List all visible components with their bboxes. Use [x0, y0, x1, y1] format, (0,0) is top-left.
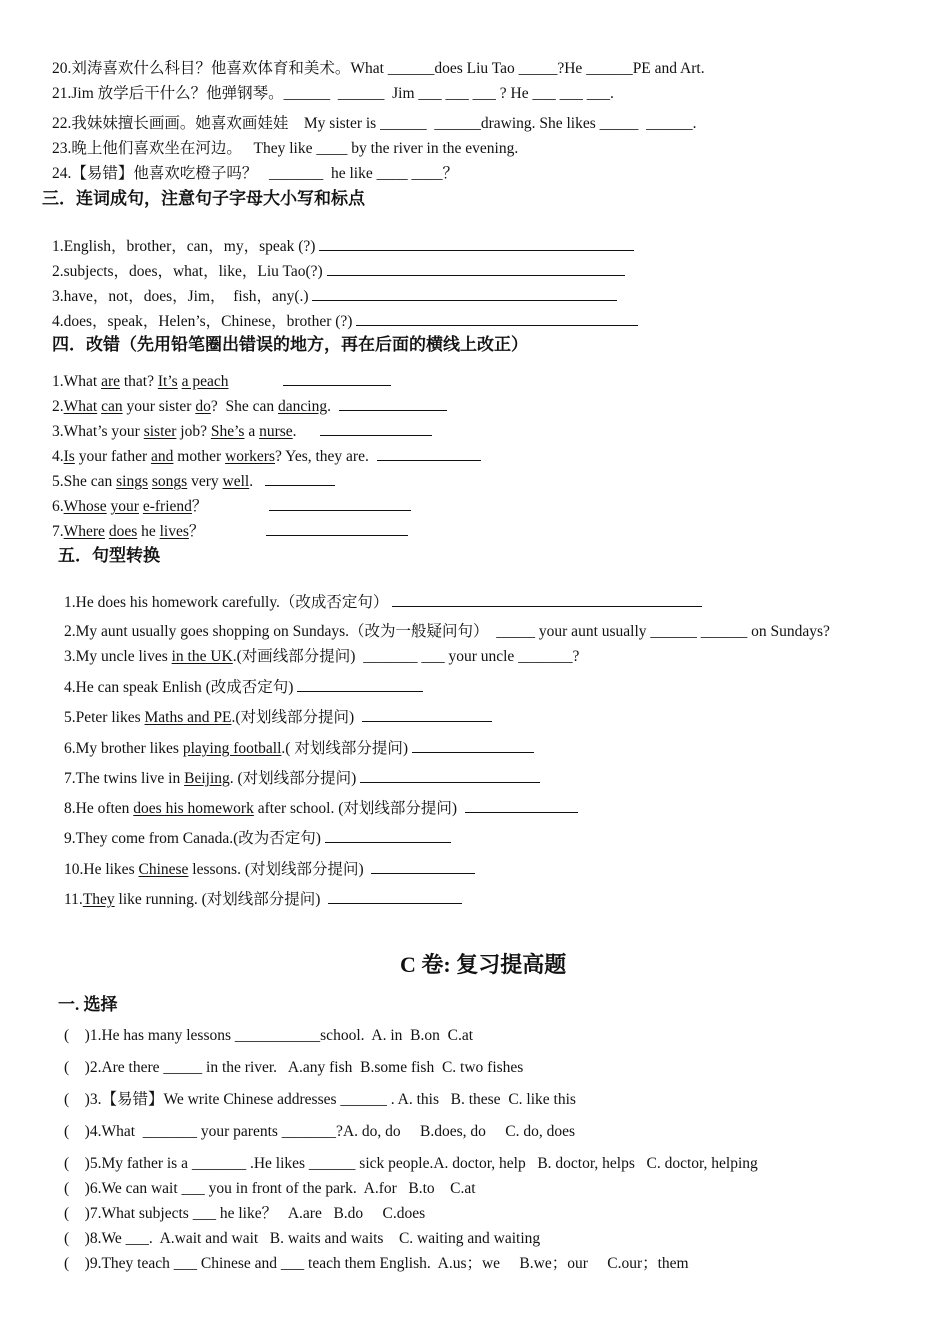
answer-blank[interactable]: [465, 798, 578, 813]
text-segment: ( )7.What subjects ___ he like？ A.are B.do C.does: [64, 1205, 426, 1222]
part-c-title: C 卷: 复习提高题: [400, 952, 567, 977]
answer-blank[interactable]: [265, 471, 335, 486]
underlined-word: What: [63, 398, 98, 415]
underlined-word: songs: [151, 473, 188, 490]
underlined-word: playing football: [182, 740, 282, 757]
underlined-word: can: [101, 398, 123, 415]
underlined-word: Maths and PE: [144, 709, 232, 726]
section-3-item: 4.does，speak，Helen’s，Chinese，brother (?): [52, 311, 638, 332]
text-segment: 10.He likes: [64, 861, 139, 878]
choice-item: [64, 1229, 540, 1249]
transform-item: [64, 859, 475, 880]
section-3-heading: 三．连词成句，注意句子字母大小写和标点: [42, 189, 365, 208]
transform-item: [64, 738, 534, 759]
text-segment: 5.She can: [52, 473, 117, 490]
answer-blank[interactable]: [392, 592, 702, 607]
text-segment: 1.He does his homework carefully.（改成否定句）: [64, 594, 389, 611]
text-segment: very: [187, 473, 223, 490]
text-segment: ( )2.Are there _____ in the river. A.any fish B.some fish C. two fishes: [64, 1059, 524, 1076]
underlined-word: in the UK: [171, 648, 233, 665]
underlined-word: and: [151, 448, 174, 465]
underlined-word: Is: [63, 448, 75, 465]
text-segment: ( )3.【易错】We write Chinese addresses ______ . A. this B. these C. like this: [64, 1091, 576, 1108]
underlined-word: a peach: [181, 373, 229, 390]
underlined-word: do: [195, 398, 211, 415]
text-segment: that?: [120, 373, 158, 390]
correction-item: [52, 446, 481, 467]
text-segment: ？: [191, 498, 208, 515]
answer-blank[interactable]: [412, 738, 534, 753]
text-segment: your father: [74, 448, 152, 465]
transform-item: [64, 622, 830, 642]
text-segment: 5.Peter likes: [64, 709, 145, 726]
correction-item: [52, 496, 411, 517]
section-3-item: 1.English，brother，can，my，speak (?): [52, 236, 634, 257]
correction-item: [52, 371, 391, 392]
transform-item: [64, 677, 423, 698]
text-segment: job?: [176, 423, 211, 440]
answer-blank[interactable]: [319, 236, 634, 251]
text-segment: after school. (对划线部分提问): [253, 800, 458, 817]
choice-item: [64, 1122, 575, 1142]
transform-item: [64, 768, 540, 789]
underlined-word: well: [222, 473, 250, 490]
section-3-item: 3.have，not，does，Jim， fish，any(.): [52, 286, 617, 307]
text-segment: 2.: [52, 398, 64, 415]
answer-blank[interactable]: [360, 768, 540, 783]
text-segment: ? Yes, they are.: [275, 448, 369, 465]
section-3-item: 2.subjects，does，what，like，Liu Tao(?): [52, 261, 625, 282]
answer-blank[interactable]: [320, 421, 432, 436]
answer-blank[interactable]: [266, 521, 408, 536]
text-segment: 11.: [64, 891, 83, 908]
answer-blank[interactable]: [356, 311, 638, 326]
section-4-heading: 四．改错（先用铅笔圈出错误的地方，再在后面的横线上改正）: [52, 335, 528, 354]
transform-item: [64, 592, 702, 613]
choice-item: [64, 1026, 473, 1046]
underlined-word: workers: [225, 448, 275, 465]
underlined-word: does his homework: [133, 800, 254, 817]
text-segment: . (对划线部分提问): [229, 770, 357, 787]
text-segment: .( 对划线部分提问): [281, 740, 408, 757]
underlined-word: e-friend: [142, 498, 192, 515]
underlined-word: lives: [159, 523, 189, 540]
text-segment: 6.: [52, 498, 64, 515]
correction-item: [52, 396, 447, 417]
text-segment: ( )4.What _______ your parents _______?A. do, do B.does, do C. do, does: [64, 1123, 576, 1140]
question-22: 22.我妹妹擅长画画。她喜欢画娃娃 My sister is ______ ______drawing. She likes _____ ______.: [52, 115, 697, 132]
text-segment: ？: [188, 523, 205, 540]
text-segment: .: [327, 398, 331, 415]
text-segment: 3.What’s your: [52, 423, 144, 440]
text-segment: 7.: [52, 523, 64, 540]
text-segment: 6.My brother likes: [64, 740, 183, 757]
answer-blank[interactable]: [371, 859, 475, 874]
answer-blank[interactable]: [327, 261, 625, 276]
underlined-word: sister: [143, 423, 177, 440]
question-23: 23.晚上他们喜欢坐在河边。 They like ____ by the river in the evening.: [52, 140, 519, 157]
correction-item: [52, 471, 335, 492]
answer-blank[interactable]: [339, 396, 447, 411]
underlined-word: are: [101, 373, 120, 390]
text-segment: 3.My uncle lives: [64, 648, 172, 665]
text-segment: ( )8.We ___. A.wait and wait B. waits and waits C. waiting and waiting: [64, 1230, 541, 1247]
choice-item: [64, 1058, 523, 1078]
transform-item: [64, 647, 579, 667]
choice-item: [64, 1204, 425, 1224]
text-segment: your sister: [122, 398, 196, 415]
answer-blank[interactable]: [297, 677, 423, 692]
underlined-word: Beijing: [184, 770, 230, 787]
text-segment: mother: [173, 448, 226, 465]
transform-item: [64, 889, 462, 910]
underlined-word: nurse: [259, 423, 293, 440]
text-segment: lessons. (对划线部分提问): [188, 861, 364, 878]
text-segment: 4.He can speak Enlish (改成否定句): [64, 679, 294, 696]
answer-blank[interactable]: [328, 889, 462, 904]
text-segment: 8.He often: [64, 800, 134, 817]
question-21: 21.Jim 放学后干什么？他弹钢琴。______ ______ Jim ___ ___ ___ ? He ___ ___ ___.: [52, 85, 614, 102]
answer-blank[interactable]: [269, 496, 411, 511]
choice-item: [64, 1090, 576, 1110]
text-segment: .(对划线部分提问): [231, 709, 355, 726]
underlined-word: Where: [63, 523, 105, 540]
question-20: 20.刘涛喜欢什么科目？他喜欢体育和美术。What ______does Liu Tao _____?He ______PE and Art.: [52, 60, 705, 77]
transform-item: [64, 798, 578, 819]
correction-item: [52, 421, 432, 442]
underlined-word: does: [108, 523, 138, 540]
underlined-word: She’s: [210, 423, 245, 440]
choice-item: [64, 1179, 476, 1199]
answer-blank[interactable]: [283, 371, 391, 386]
part-c-heading: 一. 选择: [58, 995, 118, 1014]
text-segment: 9.They come from Canada.(改为否定句): [64, 830, 321, 847]
text-segment: 2.My aunt usually goes shopping on Sundays.（改为一般疑问句） _____ your aunt usually ______ ______ on Sundays?: [64, 623, 830, 640]
underlined-word: Whose: [63, 498, 107, 515]
text-segment: 7.The twins live in: [64, 770, 185, 787]
answer-blank[interactable]: [325, 828, 451, 843]
underlined-word: your: [110, 498, 139, 515]
text-segment: ? She can: [210, 398, 278, 415]
text-segment: ( )5.My father is a _______ .He likes ______ sick people.A. doctor, help B. doctor, helps C. doctor, helping: [64, 1155, 758, 1172]
text-segment: ( )1.He has many lessons ___________school. A. in B.on C.at: [64, 1027, 474, 1044]
answer-blank[interactable]: [377, 446, 481, 461]
text-segment: ( )6.We can wait ___ you in front of the park. A.for B.to C.at: [64, 1180, 476, 1197]
correction-item: [52, 521, 408, 542]
underlined-word: sings: [116, 473, 149, 490]
text-segment: .: [292, 423, 297, 440]
text-segment: 4.: [52, 448, 64, 465]
text-segment: like running. (对划线部分提问): [114, 891, 321, 908]
underlined-word: They: [82, 891, 115, 908]
text-segment: .: [249, 473, 254, 490]
section-5-heading: 五．句型转换: [58, 546, 160, 565]
transform-item: [64, 707, 492, 728]
transform-item: [64, 828, 451, 849]
question-24: 24.【易错】他喜欢吃橙子吗？ _______ he like ____ ____？: [52, 165, 458, 182]
answer-blank[interactable]: [312, 286, 617, 301]
answer-blank[interactable]: [362, 707, 492, 722]
underlined-word: It’s: [157, 373, 178, 390]
text-segment: ( )9.They teach ___ Chinese and ___ teach them English. A.us；we B.we；our C.our；them: [64, 1255, 689, 1272]
text-segment: .(对画线部分提问) _______ ___ your uncle _______?: [232, 648, 580, 665]
text-segment: 1.What: [52, 373, 102, 390]
underlined-word: Chinese: [138, 861, 189, 878]
text-segment: a: [244, 423, 260, 440]
choice-item: [64, 1154, 758, 1174]
text-segment: he: [137, 523, 160, 540]
choice-item: [64, 1254, 689, 1274]
underlined-word: dancing: [278, 398, 328, 415]
